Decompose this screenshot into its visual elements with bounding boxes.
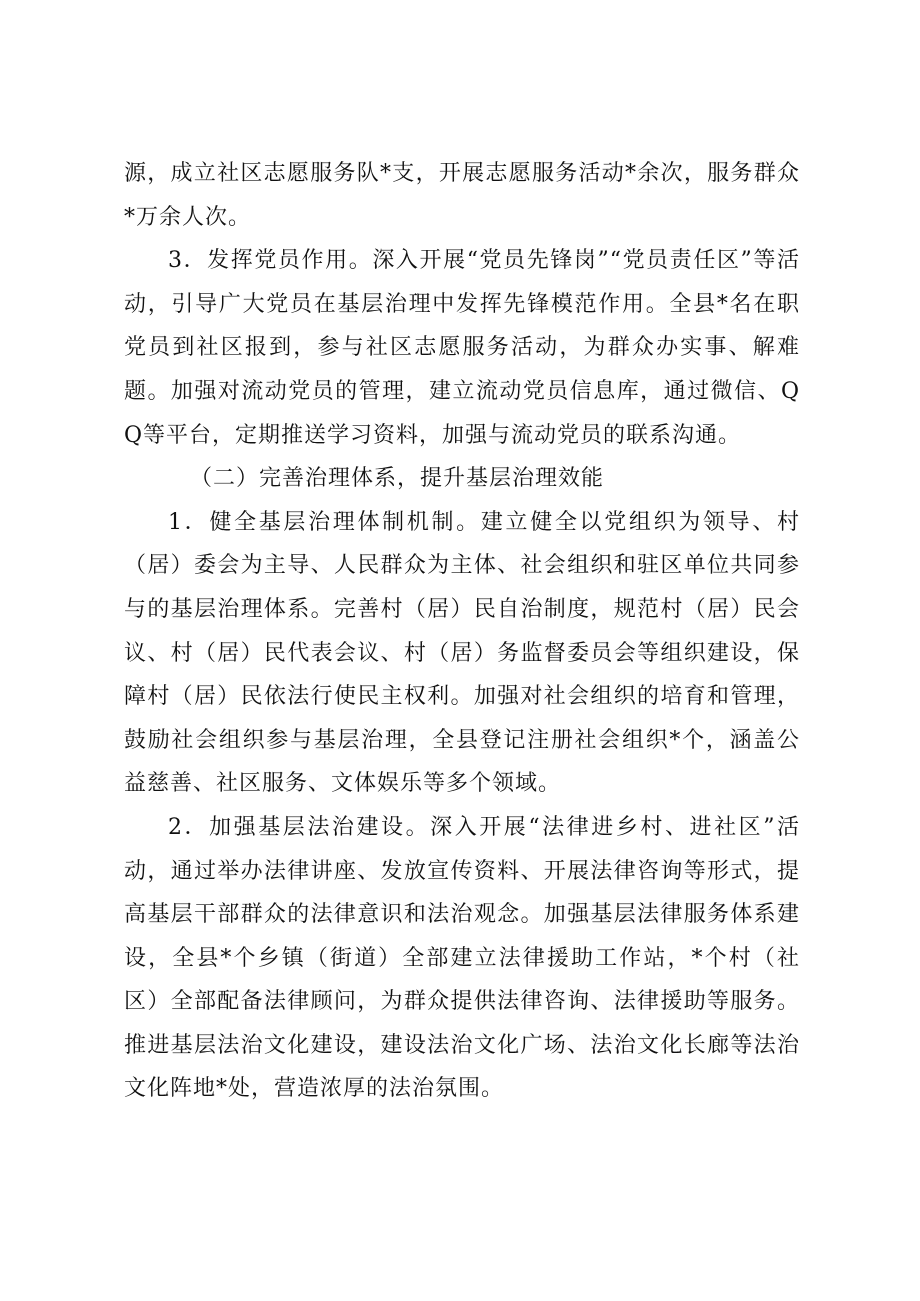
paragraph-item-2-rule-of-law: 2．加强基层法治建设。深入开展“法律进乡村、进社区”活动，通过举办法律讲座、发放宣传资料、开展法律咨询等形式，提高基层干部群众的法律意识和法治观念。加强基层法律服务体系建设，全县*个乡镇（街道）全部建立法律援助工作站，*个村（社区）全部配备法律顾问，为群众提供法律咨询、法律援助等服务。推进基层法治文化建设，建设法治文化广场、法治文化长廊等法治文化阵地*处，营造浓厚的法治氛围。 [124, 814, 800, 1102]
paragraph-continuation: 源，成立社区志愿服务队*支，开展志愿服务活动*余次，服务群众*万余人次。 [124, 161, 800, 230]
section-heading-2: （二）完善治理体系，提升基层治理效能 [190, 466, 605, 492]
document-body [124, 152, 800, 1111]
paragraph-item-1-governance-system: 1．健全基层治理体制机制。建立健全以党组织为领导、村（居）委会为主导、人民群众为主体、社会组织和驻区单位共同参与的基层治理体系。完善村（居）民自治制度，规范村（居）民会议、村（居）民代表会议、村（居）务监督委员会等组织建设，保障村（居）民依法行使民主权利。加强对社会组织的培育和管理，鼓励社会组织参与基层治理，全县登记注册社会组织*个，涵盖公益慈善、社区服务、文体娱乐等多个领域。 [124, 509, 800, 797]
paragraph-item-3-party-members: 3．发挥党员作用。深入开展“党员先锋岗”“党员责任区”等活动，引导广大党员在基层治理中发挥先锋模范作用。全县*名在职党员到社区报到，参与社区志愿服务活动，为群众办实事、解难题。加强对流动党员的管理，建立流动党员信息库，通过微信、QQ等平台，定期推送学习资料，加强与流动党员的联系沟通。 [124, 248, 800, 448]
